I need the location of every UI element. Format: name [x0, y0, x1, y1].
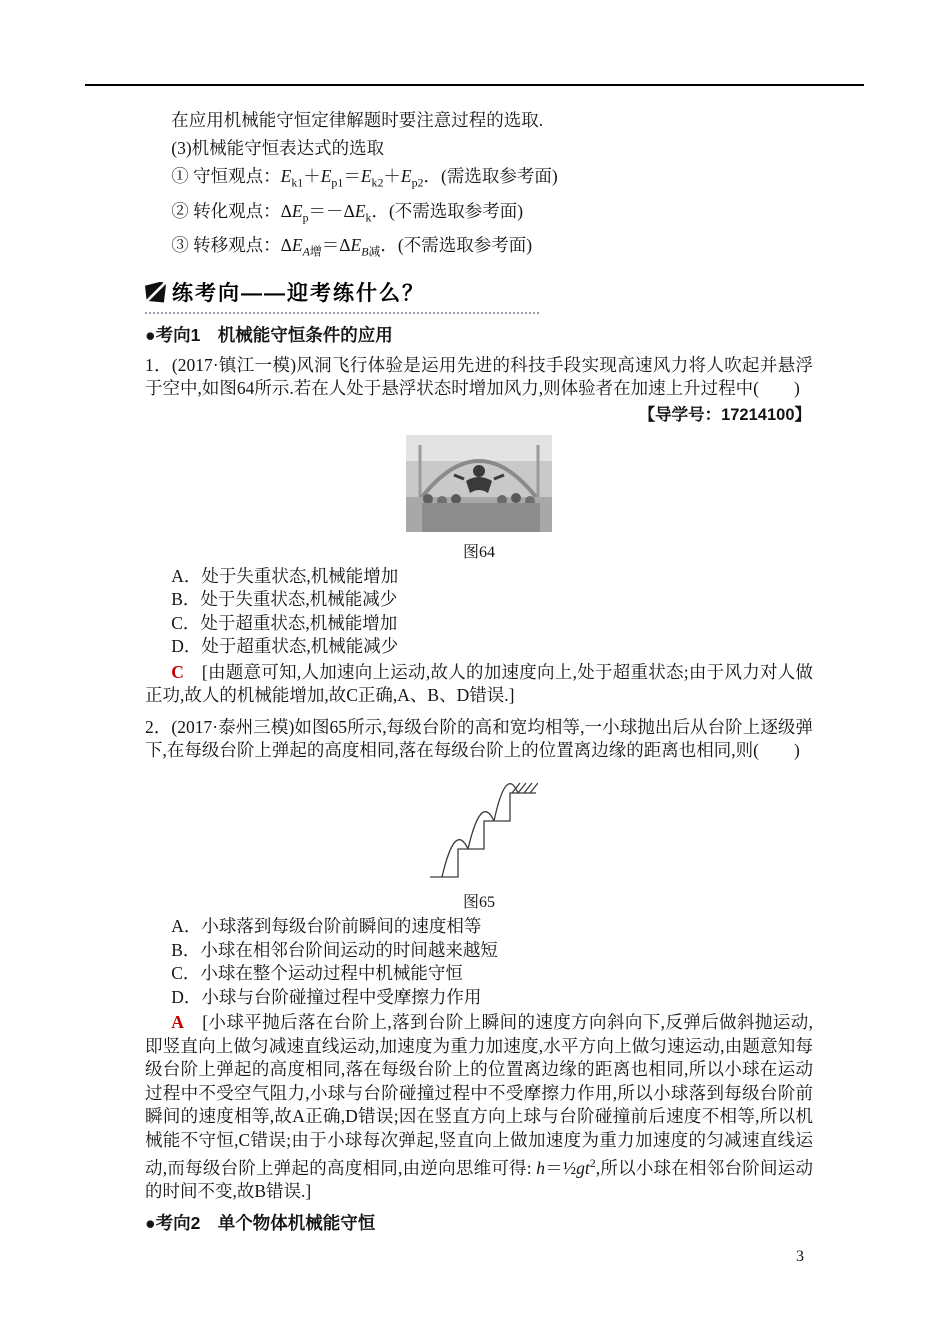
q2-option-a: A．小球落到每级台阶前瞬间的速度相等: [171, 916, 482, 936]
section-header: [145, 282, 539, 315]
page-content: [145, 106, 813, 1241]
q1-answer-letter: C: [171, 661, 184, 682]
figure-65: [145, 771, 813, 914]
guide-number-label: 【导学号：17214100】: [638, 405, 811, 424]
summary-block: [145, 106, 813, 266]
q2-answer-letter: A: [171, 1012, 184, 1032]
q1-answer-text: [由题意可知,人加速向上运动,故人的加速度向上,处于超重状态;由于风力对人做正功,故人的机械能增加,故C正确,A、B、D错误.]: [145, 661, 813, 705]
page-number: 3: [796, 1248, 804, 1265]
q1-option-d: D．处于超重状态,机械能减少: [171, 636, 399, 656]
intro-line-2: (3)机械能守恒表达式的选取: [171, 138, 385, 158]
q1-option-c: C．处于超重状态,机械能增加: [171, 612, 398, 633]
q2-option-c: C．小球在整个运动过程中机械能守恒: [171, 963, 463, 983]
q1-option-b: B．处于失重状态,机械能减少: [171, 589, 398, 609]
figure-64: [145, 435, 813, 563]
figure-64-caption: 图64: [462, 543, 495, 561]
question-1-text: 1．(2017·镇江一模)风洞飞行体验是运用先进的科技手段实现高速风力将人吹起并悬浮于空中,如图64所示.若在人处于悬浮状态时增加风力,则体验者在加速上升过程中( ): [145, 354, 813, 398]
header-rule: [85, 84, 864, 86]
section-title: 练考向——迎考练什么？: [172, 281, 425, 305]
figure-65-caption: 图65: [462, 894, 495, 911]
question-2-text: 2．(2017·泰州三模)如图65所示,每级台阶的高和宽均相等,一小球抛出后从台阶上逐级弹下,在每级台阶上弹起的高度相同,落在每级台阶上的位置离边缘的距离也相同,则( ): [145, 716, 813, 760]
intro-line-1: 在应用机械能守恒定律解题时要注意过程的选取.: [171, 110, 544, 130]
pen-ribbon-icon: [145, 282, 166, 303]
q2-option-b: B．小球在相邻台阶间运动的时间越来越短: [171, 939, 498, 960]
formula-item-2: ② 转化观点：$\Delta E_p=-\Delta E_k$．(不需选取参考面): [171, 200, 524, 224]
topic-2-heading: ●考向2 单个物体机械能守恒: [145, 1212, 376, 1233]
wind-tunnel-photo: [406, 435, 552, 532]
topic-1-heading: ●考向1 机械能守恒条件的应用: [145, 325, 393, 345]
q1-answer: [145, 661, 813, 708]
stairs-bounce-diagram: [420, 771, 538, 883]
formula-item-1: ① 守恒观点：$E_{k1}+E_{p1}=E_{k2}+E_{p2}$．(需选取参考面): [171, 166, 558, 190]
q2-option-d: D．小球与台阶碰撞过程中受摩擦力作用: [171, 986, 482, 1007]
q2-answer-text: [小球平抛后落在台阶上,落到台阶上瞬间的速度方向斜向下,反弹后做斜抛运动,即竖直向上做匀减速直线运动,加速度为重力加速度,水平方向上做匀速运动,由题意知每级台阶上弹起的高度相同,落在每级台阶上的位置离边缘的距离也相同,所以小球在运动过程中不受空气阻力,小球与台阶碰撞过程中不受摩擦力作用,所以小球落到每级台阶前瞬间的速度相等,故A正确,D错误;因在竖直方向上球与台阶碰撞前后速度不相等,所以机械能不守恒,C错误;由于小球每次弹起,竖直向上做加速度为重力加速度的匀减速直线运动,而每级台阶上弹起的高度相同,由逆向思维可得: $h=\frac{1}{2}gt^2$,所以小球在相邻台阶间运动的时间不变,故B错误.]: [145, 1012, 813, 1202]
q2-answer: [145, 1011, 813, 1204]
q1-option-a: A．处于失重状态,机械能增加: [171, 565, 399, 586]
formula-item-3: ③ 转移观点：$\Delta E_{A增}=\Delta E_{B减}$．(不需选取参考面): [171, 235, 533, 259]
